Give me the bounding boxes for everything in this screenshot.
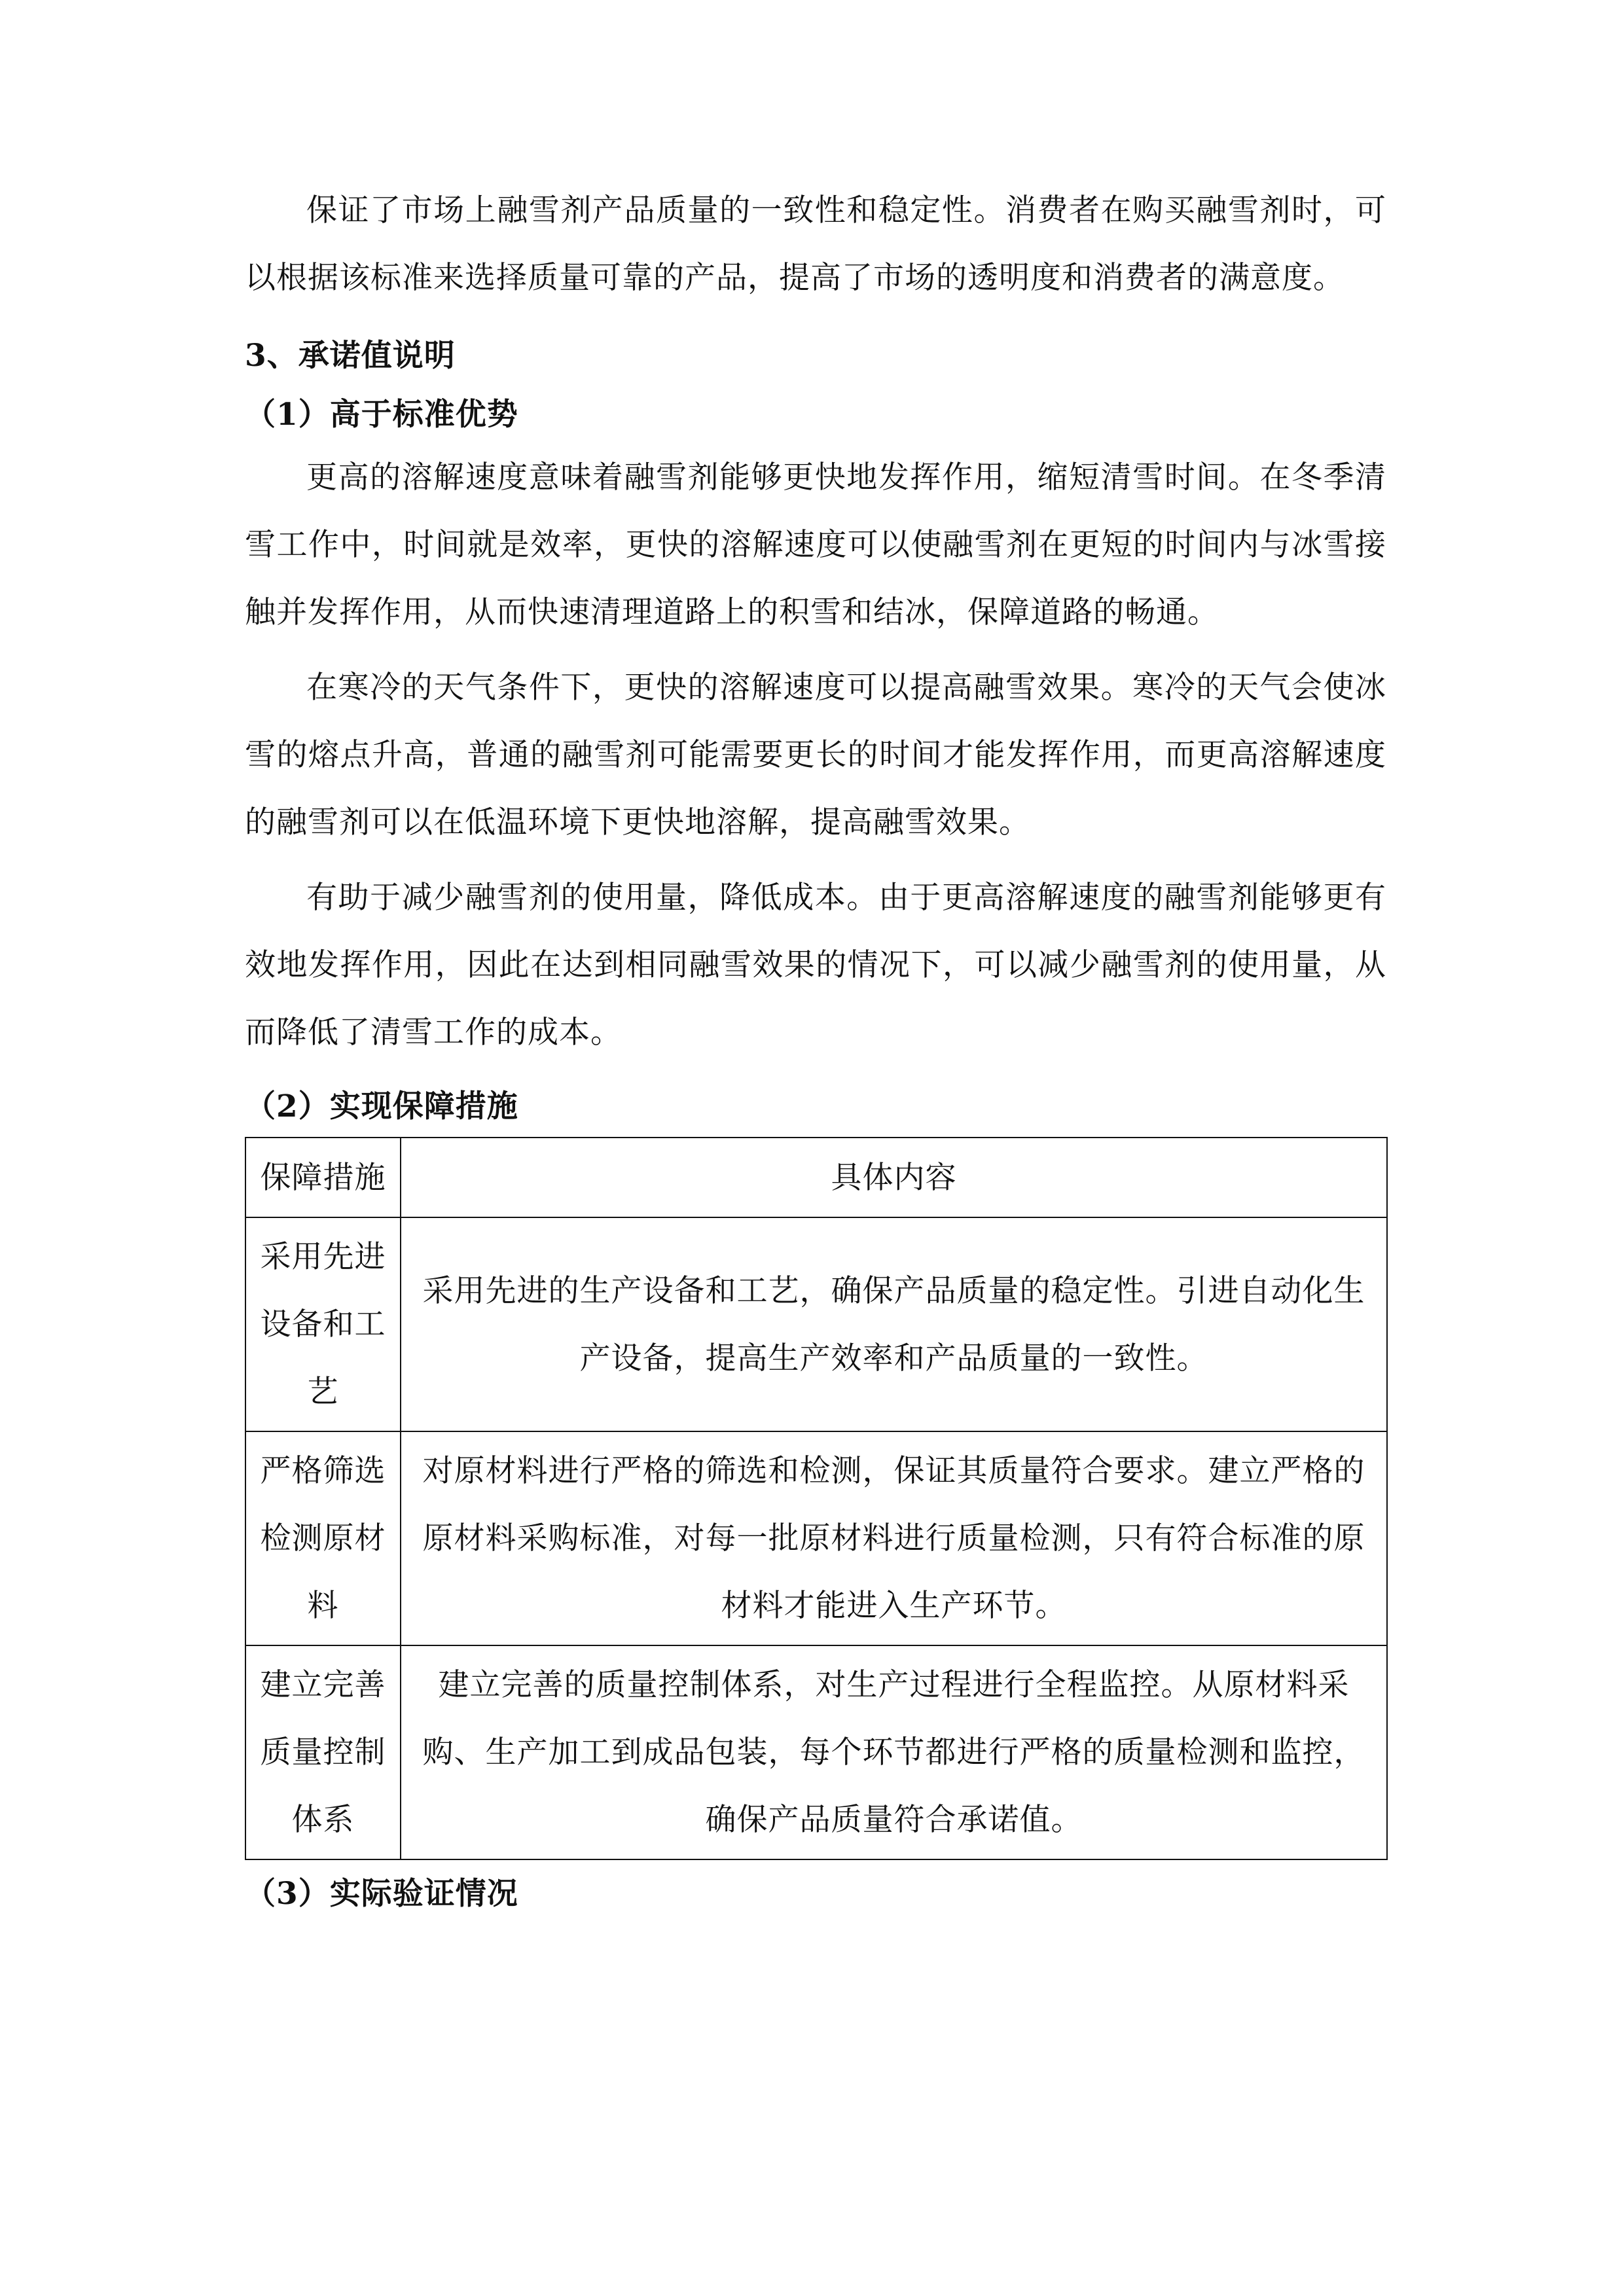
advantage-paragraphs (245, 444, 1386, 1066)
subheading-advantage: （1）高于标准优势 (245, 397, 518, 433)
table-cell-detail: 对原材料进行严格的筛选和检测，保证其质量符合要求。建立严格的原材料采购标准，对每一批原材料进行质量检测，只有符合标准的原材料才能进入生产环节。 (401, 1431, 1387, 1645)
table-row (245, 1217, 1387, 1431)
section-heading-commitment: 3、承诺值说明 (245, 338, 456, 374)
table-cell-measure: 采用先进设备和工艺 (245, 1217, 401, 1431)
column-header-detail: 具体内容 (401, 1138, 1387, 1217)
table-header-row (245, 1138, 1387, 1217)
advantage-paragraph-2: 在寒冷的天气条件下，更快的溶解速度可以提高融雪效果。寒冷的天气会使冰雪的熔点升高，普通的融雪剂可能需要更长的时间才能发挥作用，而更高溶解速度的融雪剂可以在低温环境下更快地溶解，提高融雪效果。 (245, 670, 1386, 840)
subheading-verification: （3）实际验证情况 (245, 1876, 518, 1912)
table-row (245, 1431, 1387, 1645)
subheading-measures: （2）实现保障措施 (245, 1088, 518, 1124)
advantage-paragraph-1: 更高的溶解速度意味着融雪剂能够更快地发挥作用，缩短清雪时间。在冬季清雪工作中，时间就是效率，更快的溶解速度可以使融雪剂在更短的时间内与冰雪接触并发挥作用，从而快速清理道路上的积雪和结冰，保障道路的畅通。 (245, 459, 1386, 630)
table-cell-detail: 采用先进的生产设备和工艺，确保产品质量的稳定性。引进自动化生产设备，提高生产效率和产品质量的一致性。 (401, 1217, 1387, 1431)
page-content (245, 177, 1386, 1923)
intro-paragraph: 保证了市场上融雪剂产品质量的一致性和稳定性。消费者在购买融雪剂时，可以根据该标准来选择质量可靠的产品，提高了市场的透明度和消费者的满意度。 (245, 192, 1386, 296)
measures-table (245, 1137, 1388, 1860)
table-cell-measure: 建立完善质量控制体系 (245, 1645, 401, 1859)
advantage-paragraph-3: 有助于减少融雪剂的使用量，降低成本。由于更高溶解速度的融雪剂能够更有效地发挥作用，因此在达到相同融雪效果的情况下，可以减少融雪剂的使用量，从而降低了清雪工作的成本。 (245, 880, 1386, 1050)
table-cell-detail: 建立完善的质量控制体系，对生产过程进行全程监控。从原材料采购、生产加工到成品包装，每个环节都进行严格的质量检测和监控，确保产品质量符合承诺值。 (401, 1645, 1387, 1859)
table-row (245, 1645, 1387, 1859)
table-cell-measure: 严格筛选检测原材料 (245, 1431, 401, 1645)
column-header-measure: 保障措施 (245, 1138, 401, 1217)
